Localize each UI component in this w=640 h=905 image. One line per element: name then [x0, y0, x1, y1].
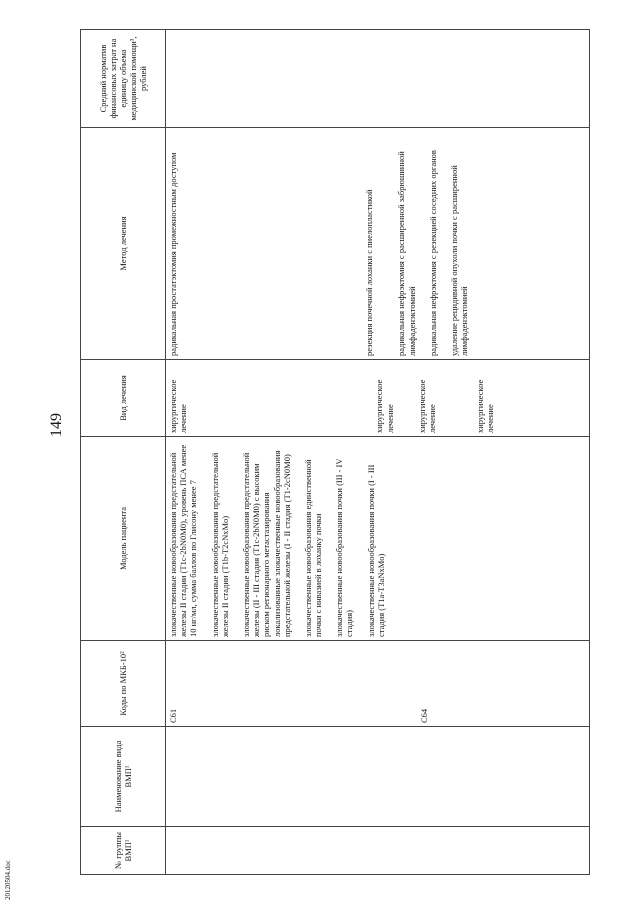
- method-text: удаление рецидивной опухоли почки с расширенной лимфаденэктомией: [448, 165, 470, 356]
- type-text: хирургическое лечение: [374, 379, 395, 433]
- file-name-footer: 20120504.doc: [4, 860, 12, 900]
- code-text: C64: [419, 708, 430, 723]
- table-row: [166, 30, 590, 875]
- vmp-table: [80, 29, 590, 875]
- header-type: Вид лечения: [81, 360, 166, 437]
- model-text: злокачественные новообразования предстательной железы II стадии (T1c-2bN0M0), уровень ПСА менее 10 нг/мл, сумма баллов по Глисону менее 7: [168, 444, 199, 637]
- method-text: резекция почечной лоханки с пиелопластикой: [364, 189, 375, 356]
- model-text: злокачественные новообразования предстательной железы II стадии (T1b-T2cNxMo): [209, 452, 230, 637]
- cell-code: [166, 641, 590, 727]
- cell-name: [166, 727, 590, 827]
- method-text: радикальная простатэктомия промежностным доступом: [168, 152, 178, 356]
- model-text: злокачественные новообразования предстательной железы (II - III стадия (T1c-2bN0M0) с высоким риском регионарного метастазирования локализованные злокачественные новообразования предстательной железы (I - II стадия (T1-2cN0M0): [240, 450, 292, 637]
- page-number: 149: [48, 413, 65, 437]
- type-text: хирургическое лечение: [475, 379, 496, 433]
- rotated-table-container: [80, 30, 590, 875]
- cell-group: [166, 827, 590, 875]
- header-cost: Средний норматив финансовых затрат на единицу объема медицинской помощи³, рублей: [81, 30, 166, 128]
- table-header-row: [81, 30, 166, 875]
- header-group: № группы ВМП¹: [81, 827, 166, 875]
- header-method: Метод лечения: [81, 128, 166, 360]
- cell-model: [166, 437, 590, 641]
- cell-cost: [166, 30, 590, 128]
- method-text: радикальная нефрэктомия с резекцией соседних органов: [427, 150, 438, 356]
- header-model: Модель пациента: [81, 437, 166, 641]
- method-text: радикальная нефрэктомия с расширенной забрюшинной лимфаденэктомией: [396, 151, 417, 356]
- type-text: хирургическое лечение: [416, 379, 437, 433]
- type-text: хирургическое лечение: [168, 379, 189, 433]
- model-text: злокачественные новообразования единственной почки с инвазией в лоханку почки: [302, 459, 324, 637]
- code-text: C61: [168, 708, 178, 723]
- header-codes: Коды по МКБ-10²: [81, 641, 166, 727]
- cell-type: [166, 360, 590, 437]
- model-text: злокачественные новообразования почки (III - IV стадия): [334, 458, 355, 637]
- model-text: злокачественные новообразования почки (I - III стадия (T1a-T3aNxMo): [365, 464, 386, 637]
- cell-method: [166, 128, 590, 360]
- header-name: Наименование вида ВМП¹: [81, 727, 166, 827]
